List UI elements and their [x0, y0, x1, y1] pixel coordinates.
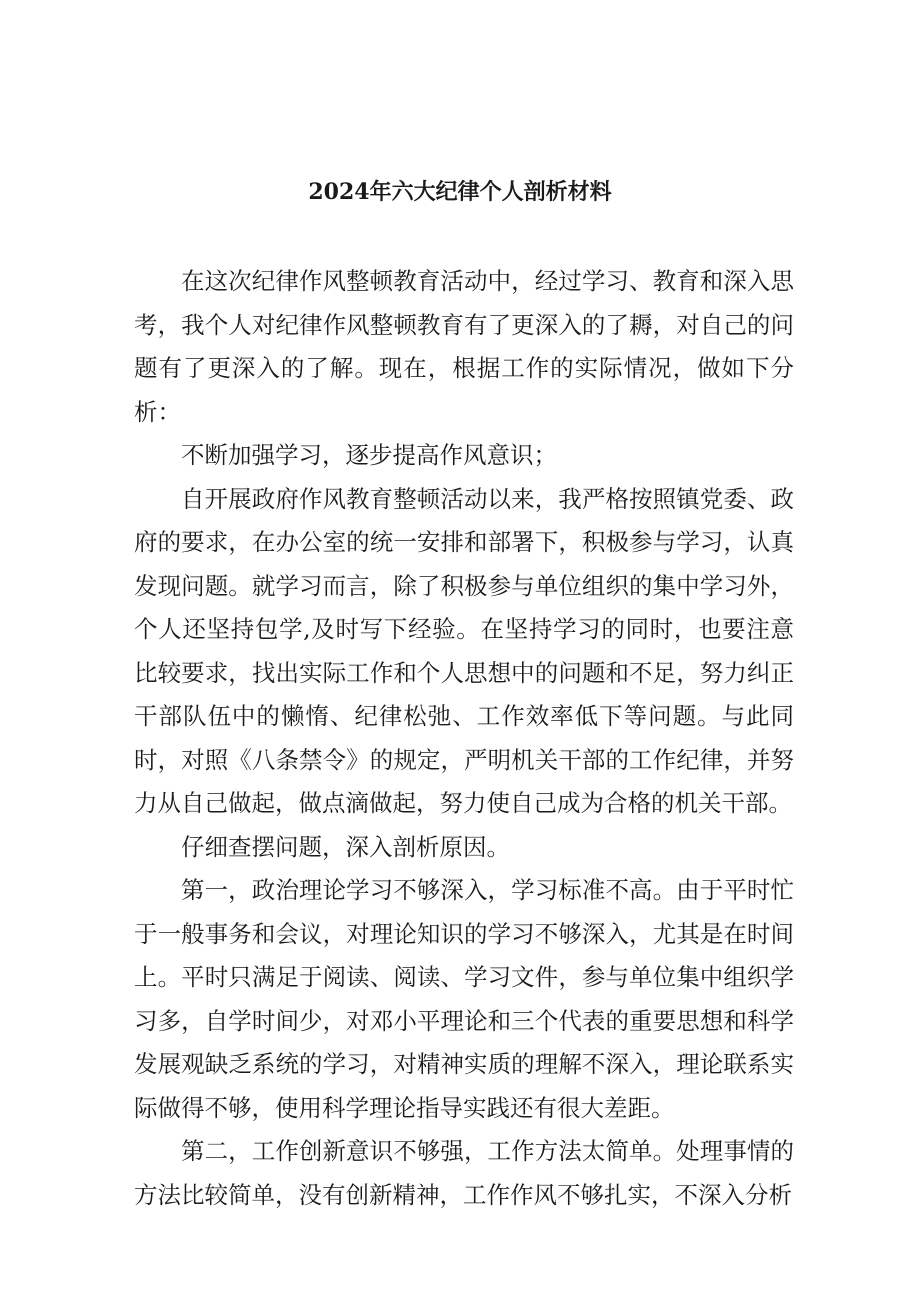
paragraph-study-detail: 自开展政府作风教育整顿活动以来，我严格按照镇党委、政府的要求，在办公室的统一安排和部署下，积极参与学习，认真发现问题。就学习而言，除了积极参与单位组织的集中学习外，个人还坚持包学,及时写下经验。在坚持学习的同时，也要注意比较要求，找出实际工作和个人思想中的问题和不足，努力纠正干部队伍中的懒惰、纪律松弛、工作效率低下等问题。与此同时，对照《八条禁令》的规定，严明机关干部的工作纪律，并努力从自己做起，做点滴做起，努力使自己成为合格的机关干部。: [134, 484, 794, 817]
document-body: [134, 260, 794, 1217]
paragraph-problem-one: 第一，政治理论学习不够深入，学习标准不高。由于平时忙于一般事务和会议，对理论知识的学习不够深入，尤其是在时间上。平时只满足于阅读、阅读、学习文件，参与单位集中组织学习多，自学时间少，对邓小平理论和三个代表的重要思想和科学发展观缺乏系统的学习，对精神实质的理解不深入，理论联系实际做得不够，使用科学理论指导实践还有很大差距。: [134, 876, 794, 1122]
paragraph-heading-problems: 仔细查摆问题，深入剖析原因。: [181, 832, 510, 861]
document-title: 2024年六大纪律个人剖析材料: [308, 179, 612, 205]
paragraph-heading-study: 不断加强学习，逐步提高作风意识；: [181, 441, 557, 469]
paragraph-intro: 在这次纪律作风整顿教育活动中，经过学习、教育和深入思考，我个人对纪律作风整顿教育有了更深入的了耨，对自己的问题有了更深入的了解。现在，根据工作的实际情况，做如下分析：: [134, 267, 794, 426]
paragraph-problem-two: 第二，工作创新意识不够强，工作方法太简单。处理事情的方法比较简单，没有创新精神，工作作风不够扎实，不深入分析: [134, 1137, 794, 1209]
